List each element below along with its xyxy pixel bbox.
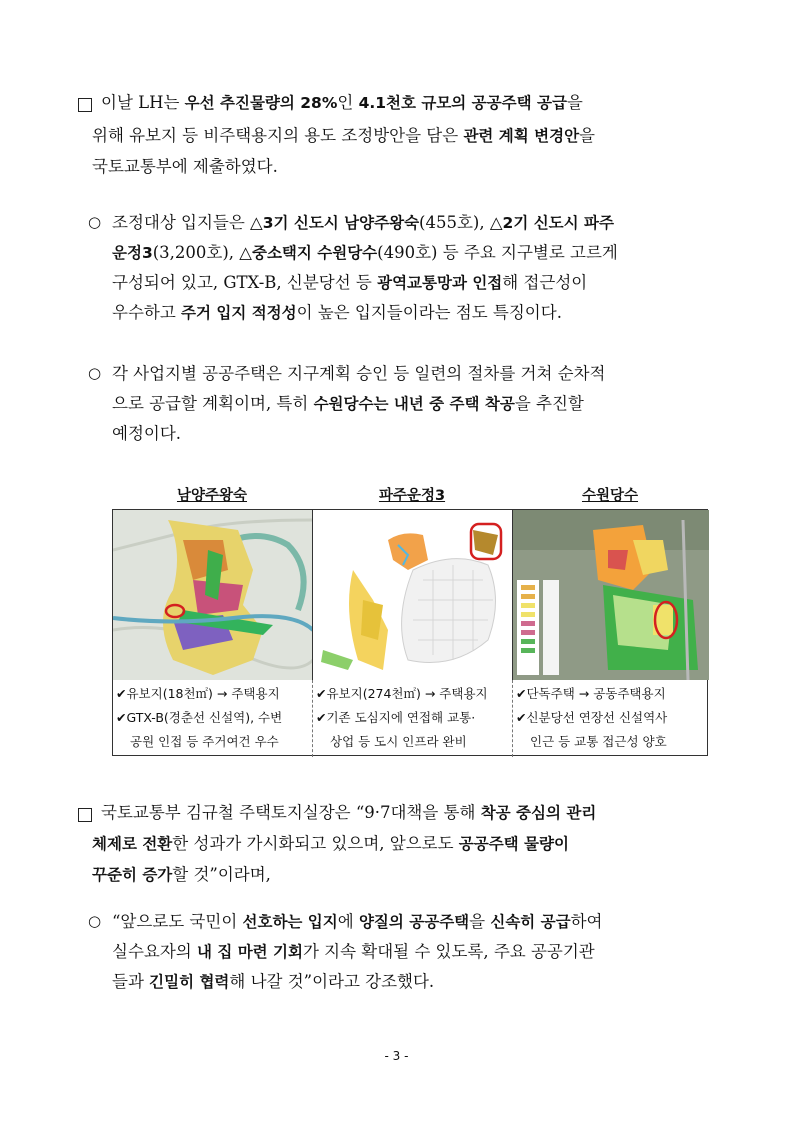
emphasis: 내 집 마련 기회 (196, 943, 303, 961)
paragraph-4-line-2 (92, 833, 569, 855)
text: 으로 공급할 계획이며, 특히 (112, 394, 314, 413)
paragraph-2-line-2 (112, 242, 618, 264)
text: 예정이다. (112, 424, 182, 443)
paragraph-2-line-1 (112, 212, 614, 234)
text: 해 접근성이 (502, 273, 588, 292)
desc-line: ✔신분당선 연장선 신설역사 (516, 710, 668, 725)
page-number: - 3 - (384, 1049, 409, 1063)
emphasis: 긴밀히 협력 (149, 973, 230, 991)
desc-line: 인근 등 교통 접근성 양호 (530, 734, 667, 749)
paragraph-3-line-1 (112, 363, 606, 385)
paragraph-2-line-3 (112, 272, 587, 294)
desc-line: 공원 인접 등 주거여건 우수 (130, 734, 279, 749)
map-suwon (513, 510, 709, 680)
text: (455호), △ (419, 213, 503, 232)
emphasis: 중소택지 수원당수 (251, 244, 378, 262)
paragraph-1-line-2 (92, 125, 595, 147)
namyangju-map-image (113, 510, 313, 680)
circle-bullet-icon: ○ (88, 912, 102, 930)
text: 들과 (112, 972, 150, 991)
paju-map-image (313, 510, 513, 680)
text: 각 사업지별 공공주택은 지구계획 승인 등 일련의 절차를 거쳐 순차적 (112, 364, 606, 383)
emphasis: 신속히 공급 (490, 913, 571, 931)
text: 위해 유보지 등 비주택용지의 용도 조정방안을 담은 (92, 126, 464, 145)
emphasis: 공공주택 물량이 (458, 835, 569, 853)
text: 을 (566, 93, 583, 112)
desc-line: ✔GTX-B(경춘선 신설역), 수변 (116, 710, 283, 725)
desc-namyangju (113, 680, 313, 757)
text: 을 추진할 (514, 394, 584, 413)
caption-namyangju: 남양주왕숙 (176, 488, 248, 504)
emphasis: 운정3 (112, 244, 153, 262)
emphasis: 착공 중심의 관리 (480, 804, 597, 822)
emphasis: 체제로 전환 (92, 835, 173, 853)
map-paju (313, 510, 513, 680)
text: 을 (469, 912, 491, 931)
emphasis: 주거 입지 적정성 (181, 304, 297, 322)
text: 을 (579, 126, 595, 145)
emphasis: 꾸준히 증가 (92, 866, 173, 884)
paragraph-5-line-1 (112, 911, 603, 933)
paragraph-1-line-3 (92, 156, 278, 178)
paragraph-1-line-1 (101, 92, 583, 114)
paragraph-5-line-2 (112, 941, 595, 963)
text: 해 나갈 것”이라고 강조했다. (229, 972, 435, 991)
desc-suwon (513, 680, 709, 757)
text: 가 지속 확대될 수 있도록, 주요 공공기관 (302, 942, 595, 961)
text: 실수요자의 (112, 942, 197, 961)
text: 할 것”이라며, (172, 865, 271, 884)
text: (3,200호), △ (152, 243, 252, 262)
text: 우수하고 (112, 303, 182, 322)
desc-line: ✔단독주택 → 공동주택용지 (516, 686, 666, 701)
text: 이 높은 입지들이라는 점도 특징이다. (296, 303, 562, 322)
emphasis: 광역교통망과 인접 (377, 274, 503, 292)
desc-line: 상업 등 도시 인프라 완비 (330, 734, 467, 749)
caption-paju: 파주운정3 (378, 488, 446, 504)
text: 이날 LH는 (101, 93, 185, 112)
map-namyangju (113, 510, 313, 680)
paragraph-2-line-4 (112, 302, 562, 324)
paragraph-4-line-3 (92, 864, 271, 886)
emphasis: 4.1천호 규모의 공공주택 공급 (358, 94, 567, 112)
text: 조정대상 입지들은 △ (112, 213, 263, 232)
text: 하여 (570, 912, 603, 931)
paragraph-3-line-2 (112, 393, 584, 415)
desc-paju (313, 680, 513, 757)
square-bullet-icon (78, 98, 92, 112)
paragraph-5-line-3 (112, 971, 434, 993)
text: 구성되어 있고, GTX-B, 신분당선 등 (112, 273, 378, 292)
desc-line: ✔기존 도심지에 연접해 교통· (316, 710, 476, 725)
circle-bullet-icon: ○ (88, 364, 102, 382)
site-map-table (112, 509, 708, 756)
desc-line: ✔유보지(274천㎡) → 주택용지 (316, 686, 488, 701)
caption-suwon: 수원당수 (581, 488, 639, 504)
text: 국토교통부 김규철 주택토지실장은 “9·7대책을 통해 (101, 803, 481, 822)
paragraph-4-line-1 (101, 802, 596, 824)
emphasis: 관련 계획 변경안 (463, 127, 580, 145)
emphasis: 양질의 공공주택 (358, 913, 470, 931)
emphasis: 2기 신도시 파주 (502, 214, 614, 232)
emphasis: 선호하는 입지 (242, 913, 338, 931)
desc-line: ✔유보지(18천㎡) → 주택용지 (116, 686, 280, 701)
emphasis: 수원당수는 내년 중 주택 착공 (313, 395, 515, 413)
text: 국토교통부에 제출하였다. (92, 157, 278, 176)
paragraph-3-line-3 (112, 423, 181, 445)
text: 인 (337, 93, 359, 112)
emphasis: 3기 신도시 남양주왕숙 (262, 214, 420, 232)
text: 한 성과가 가시화되고 있으며, 앞으로도 (172, 834, 459, 853)
suwon-map-image (513, 510, 709, 680)
circle-bullet-icon: ○ (88, 213, 102, 231)
text: 에 (337, 912, 359, 931)
square-bullet-icon (78, 808, 92, 822)
text: (490호) 등 주요 지구별로 고르게 (377, 243, 618, 262)
text: “앞으로도 국민이 (112, 912, 243, 931)
emphasis: 우선 추진물량의 28% (184, 94, 338, 112)
